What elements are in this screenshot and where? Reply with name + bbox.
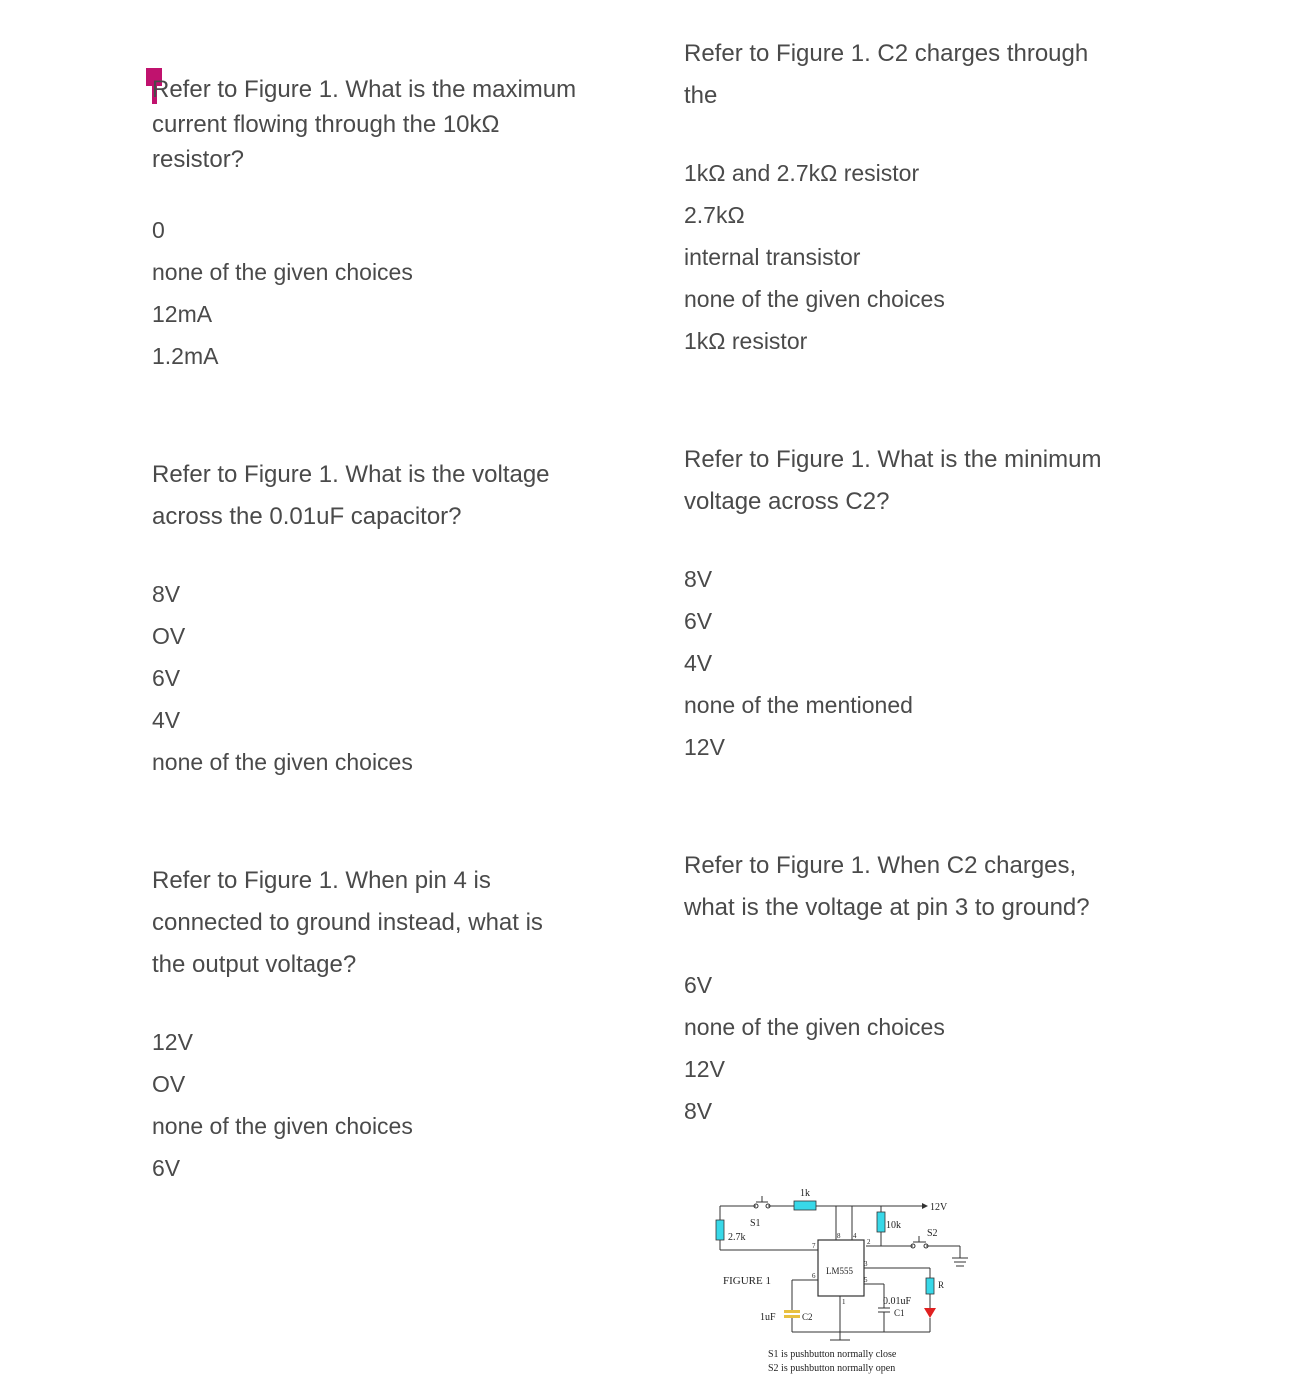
pin-label: 6 [812, 1272, 816, 1280]
label-c2: C2 [802, 1312, 813, 1322]
label-s1: S1 [750, 1218, 761, 1229]
answer-option[interactable]: none of the mentioned [684, 692, 913, 718]
label-c1: C1 [894, 1308, 905, 1318]
answer-option[interactable]: none of the given choices [152, 749, 413, 775]
pin-label: 7 [812, 1242, 816, 1250]
led-icon [924, 1308, 936, 1318]
answer-option[interactable]: 12V [684, 1056, 725, 1082]
question-line: Refer to Figure 1. When C2 charges, [684, 852, 1077, 879]
question-1-text [152, 72, 576, 177]
question-4-options [684, 558, 913, 768]
label-2-7k: 2.7k [728, 1232, 746, 1243]
answer-option[interactable]: 8V [684, 566, 713, 592]
question-line: Refer to Figure 1. When pin 4 is [152, 867, 491, 894]
answer-option[interactable]: none of the given choices [684, 286, 945, 312]
question-line: voltage across C2? [684, 488, 890, 515]
answer-option[interactable]: 8V [684, 1098, 713, 1124]
label-10k: 10k [886, 1220, 901, 1231]
resistor-10k [877, 1212, 885, 1232]
answer-option[interactable]: 4V [152, 707, 181, 733]
pin-label: 2 [867, 1238, 871, 1246]
question-line: what is the voltage at pin 3 to ground? [684, 894, 1090, 921]
answer-option[interactable]: 4V [684, 650, 713, 676]
answer-option[interactable]: internal transistor [684, 244, 861, 270]
question-line: resistor? [152, 146, 245, 173]
resistor-2-7k [716, 1220, 724, 1240]
answer-option[interactable]: 0 [152, 217, 165, 243]
question-line: the [684, 82, 718, 109]
circuit-figure [708, 1180, 978, 1375]
answer-option[interactable]: 6V [684, 608, 713, 634]
label-1uf: 1uF [760, 1312, 776, 1323]
answer-option[interactable]: OV [152, 623, 186, 649]
question-line: the output voltage? [152, 951, 357, 978]
pin-label: 8 [837, 1232, 841, 1240]
question-4-text [684, 439, 1101, 523]
question-line: Refer to Figure 1. What is the maximum [152, 76, 577, 103]
figure-note: S1 is pushbutton normally close [768, 1349, 897, 1360]
pin-label: 1 [842, 1298, 846, 1306]
question-line: Refer to Figure 1. What is the voltage [152, 461, 550, 488]
question-line: across the 0.01uF capacitor? [152, 503, 462, 530]
question-line: Refer to Figure 1. What is the minimum [684, 446, 1102, 473]
question-3-options [152, 573, 413, 783]
label-0-01uf: 0.01uF [883, 1296, 912, 1307]
answer-option[interactable]: 12V [684, 734, 725, 760]
pin-label: 5 [864, 1276, 868, 1284]
answer-option[interactable]: none of the given choices [152, 259, 413, 285]
question-6-options [684, 964, 945, 1132]
question-line: current flowing through the 10kΩ [152, 111, 500, 138]
question-5-options [152, 1021, 413, 1189]
answer-option[interactable]: 12mA [152, 301, 213, 327]
question-2-text [684, 33, 1088, 117]
question-6-text [684, 845, 1090, 929]
pin-label: 4 [853, 1232, 857, 1240]
question-5-text [152, 860, 543, 986]
answer-option[interactable]: OV [152, 1071, 186, 1097]
label-s2: S2 [927, 1228, 938, 1239]
answer-option[interactable]: 1kΩ and 2.7kΩ resistor [684, 160, 920, 186]
capacitor-c2-plate [784, 1315, 800, 1318]
label-r: R [938, 1280, 945, 1290]
label-lm555: LM555 [826, 1266, 853, 1276]
question-2-options [684, 152, 945, 362]
circuit-diagram [708, 1180, 978, 1375]
answer-option[interactable]: 6V [152, 665, 181, 691]
supply-arrow [922, 1203, 928, 1209]
label-12v: 12V [930, 1202, 948, 1213]
answer-option[interactable]: 1.2mA [152, 343, 219, 369]
capacitor-c2-plate [784, 1310, 800, 1313]
answer-option[interactable]: 6V [152, 1155, 181, 1181]
answer-option[interactable]: 1kΩ resistor [684, 328, 808, 354]
answer-option[interactable]: none of the given choices [152, 1113, 413, 1139]
question-3-text [152, 454, 550, 538]
answer-option[interactable]: 8V [152, 581, 181, 607]
answer-option[interactable]: 12V [152, 1029, 193, 1055]
figure-note: S2 is pushbutton normally open [768, 1363, 896, 1374]
question-line: Refer to Figure 1. C2 charges through [684, 40, 1089, 67]
answer-option[interactable]: 2.7kΩ [684, 202, 745, 228]
figure-caption: FIGURE 1 [723, 1275, 771, 1287]
answer-option[interactable]: 6V [684, 972, 713, 998]
pin-label: 3 [864, 1260, 868, 1268]
label-1k: 1k [800, 1188, 810, 1199]
resistor-r [926, 1278, 934, 1294]
question-line: connected to ground instead, what is [152, 909, 543, 936]
answer-option[interactable]: none of the given choices [684, 1014, 945, 1040]
resistor-1k [794, 1201, 816, 1210]
question-1-options [152, 209, 413, 377]
